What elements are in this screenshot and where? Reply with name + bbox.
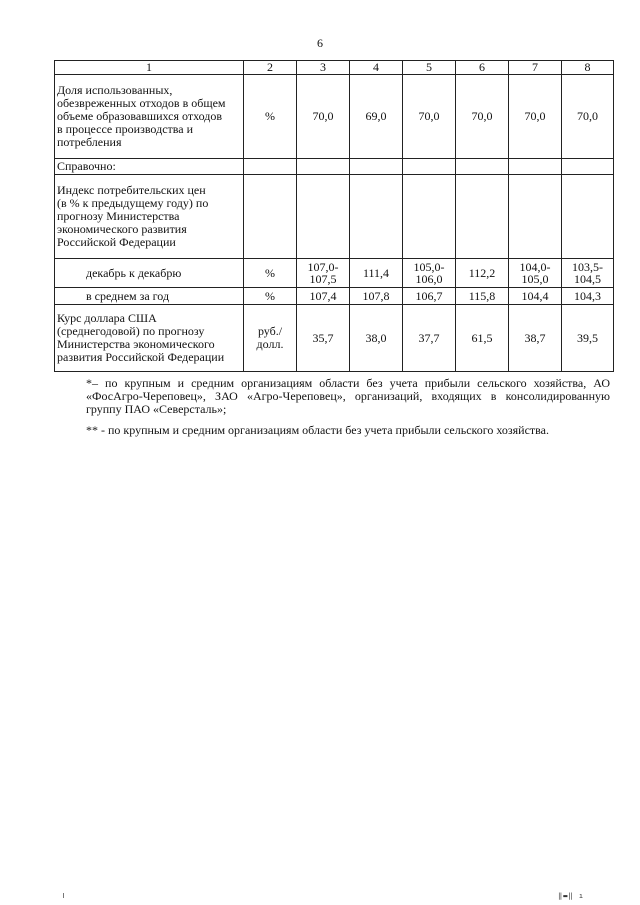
row-label	[55, 305, 244, 372]
header-cell: 6	[456, 61, 509, 75]
footnote-single-star: *– по крупным и средним организациям области без учета прибыли сельского хозяйства, АО «ФосАгро-Череповец», ЗАО «Агро-Череповец», организаций, входящих в консолидированную группу ПАО «Северсталь»;	[86, 376, 610, 416]
header-cell: 4	[350, 61, 403, 75]
header-cell: 2	[244, 61, 297, 75]
scan-tick-mark	[63, 893, 64, 898]
value-cell: 104,4	[509, 288, 562, 305]
value-cell: 61,5	[456, 305, 509, 372]
header-cell: 3	[297, 61, 350, 75]
header-cell: 5	[403, 61, 456, 75]
value-cell: 105,0- 106,0	[403, 259, 456, 288]
row-label	[55, 175, 244, 259]
row-label: декабрь к декабрю	[55, 259, 244, 288]
label-line: обезвреженных отходов в общем	[57, 96, 226, 110]
value-cell: 111,4	[350, 259, 403, 288]
value-cell: 38,7	[509, 305, 562, 372]
value-cell: 107,4	[297, 288, 350, 305]
label-line: развития Российской Федерации	[57, 350, 225, 364]
value-cell: 107,8	[350, 288, 403, 305]
label-line: в процессе производства и	[57, 122, 194, 136]
label-line: потребления	[57, 135, 122, 149]
value-cell: 104,0- 105,0	[509, 259, 562, 288]
value-cell: 69,0	[350, 75, 403, 159]
label-line: (среднегодовой) по прогнозу	[57, 324, 205, 338]
table-row-cpi-avg	[55, 288, 614, 305]
unit-cell: %	[244, 75, 297, 159]
label-line: Министерства экономического	[57, 337, 215, 351]
table-row-cpi-heading	[55, 175, 614, 259]
label-line: Российской Федерации	[57, 235, 176, 249]
table-row-reference	[55, 159, 614, 175]
footnotes	[86, 377, 610, 445]
value-cell: 106,7	[403, 288, 456, 305]
value-cell: 70,0	[297, 75, 350, 159]
value-cell: 37,7	[403, 305, 456, 372]
row-label	[55, 75, 244, 159]
unit-cell	[244, 305, 297, 372]
table-row-cpi-dec	[55, 259, 614, 288]
label-line: экономического развития	[57, 222, 187, 236]
label-line: объеме образовавшихся отходов	[57, 109, 223, 123]
label-line: прогнозу Министерства	[57, 209, 180, 223]
value-cell: 38,0	[350, 305, 403, 372]
value-cell: 115,8	[456, 288, 509, 305]
header-cell: 1	[55, 61, 244, 75]
value-cell: 70,0	[403, 75, 456, 159]
header-cell: 7	[509, 61, 562, 75]
value-cell: 70,0	[456, 75, 509, 159]
footnote-double-star: ** - по крупным и средним организациям области без учета прибыли сельского хозяйства.	[86, 423, 549, 437]
unit-line: руб./	[257, 324, 283, 338]
value-cell: 70,0	[562, 75, 614, 159]
row-label: Справочно:	[55, 159, 244, 175]
value-cell: 107,0- 107,5	[297, 259, 350, 288]
page-number: 6	[317, 36, 323, 50]
indicators-table	[54, 60, 614, 372]
unit-cell: %	[244, 259, 297, 288]
label-line: (в % к предыдущему году) по	[57, 196, 209, 210]
value-cell: 35,7	[297, 305, 350, 372]
value-cell: 103,5- 104,5	[562, 259, 614, 288]
table-row-waste-share	[55, 75, 614, 159]
value-cell: 39,5	[562, 305, 614, 372]
barcode-mark: ‖▬‖ ı	[558, 892, 585, 900]
value-cell: 70,0	[509, 75, 562, 159]
unit-line: долл.	[256, 337, 284, 351]
row-label: в среднем за год	[55, 288, 244, 305]
label-line: Доля использованных,	[57, 83, 173, 97]
label-line: Курс доллара США	[57, 311, 157, 325]
value-cell: 112,2	[456, 259, 509, 288]
table-row-usd-rate	[55, 305, 614, 372]
header-row	[55, 61, 614, 75]
unit-cell: %	[244, 288, 297, 305]
value-cell: 104,3	[562, 288, 614, 305]
header-cell: 8	[562, 61, 614, 75]
label-line: Индекс потребительских цен	[57, 183, 206, 197]
